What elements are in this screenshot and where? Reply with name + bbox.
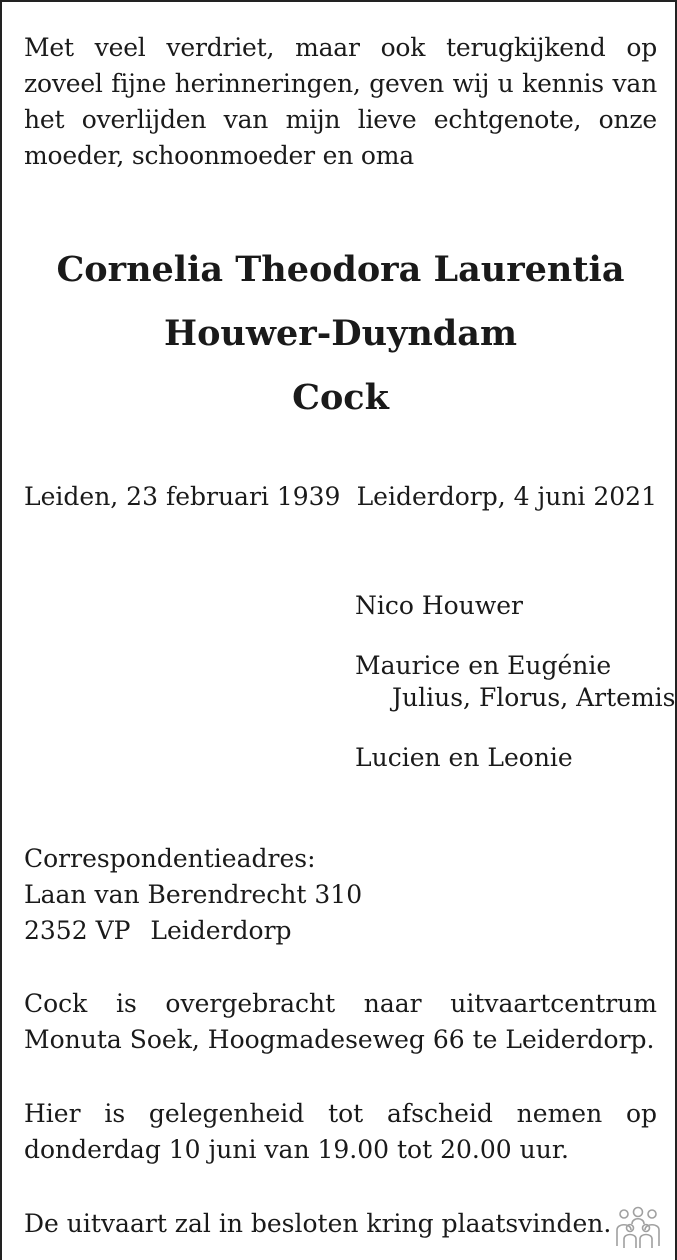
- family-child-1: Maurice en Eugénie: [355, 651, 612, 680]
- death-date: Leiderdorp, 4 juni 2021: [356, 482, 657, 511]
- address-postal-code: 2352 VP: [24, 916, 131, 945]
- funeral-paragraph: De uitvaart zal in besloten kring plaatsvinden.: [24, 1209, 612, 1238]
- family-grandchildren-1: Julius, Florus, Artemis: [392, 683, 676, 712]
- address-city: Leiderdorp: [150, 916, 292, 945]
- family-list: [355, 590, 676, 774]
- birth-date: Leiden, 23 februari 1939: [24, 482, 341, 511]
- address-city-line: [24, 913, 362, 949]
- people-group-icon: [614, 1206, 662, 1250]
- life-dates: [24, 479, 657, 515]
- deceased-full-name: Cornelia Theodora Laurentia: [56, 249, 625, 290]
- address-street: Laan van Berendrecht 310: [24, 880, 363, 909]
- correspondence-address: [24, 841, 362, 949]
- family-spouse: Nico Houwer: [355, 591, 523, 620]
- deceased-name-block: [2, 238, 677, 430]
- transfer-paragraph: Cock is overgebracht naar uitvaartcentrum Monuta Soek, Hoogmadeseweg 66 te Leiderdorp.: [24, 989, 657, 1054]
- intro-text: Met veel verdriet, maar ook terugkijkend op zoveel fijne herinneringen, geven wij u kennis van het overlijden van mijn lieve echtgenote, onze moeder, schoonmoeder en oma: [24, 33, 657, 170]
- family-child-2: Lucien en Leonie: [355, 743, 573, 772]
- address-label: Correspondentieadres:: [24, 844, 316, 873]
- farewell-paragraph: Hier is gelegenheid tot afscheid nemen op donderdag 10 juni van 19.00 tot 20.00 uur.: [24, 1099, 657, 1164]
- deceased-nickname: Cock: [292, 377, 389, 418]
- deceased-surname: Houwer-Duyndam: [164, 313, 517, 354]
